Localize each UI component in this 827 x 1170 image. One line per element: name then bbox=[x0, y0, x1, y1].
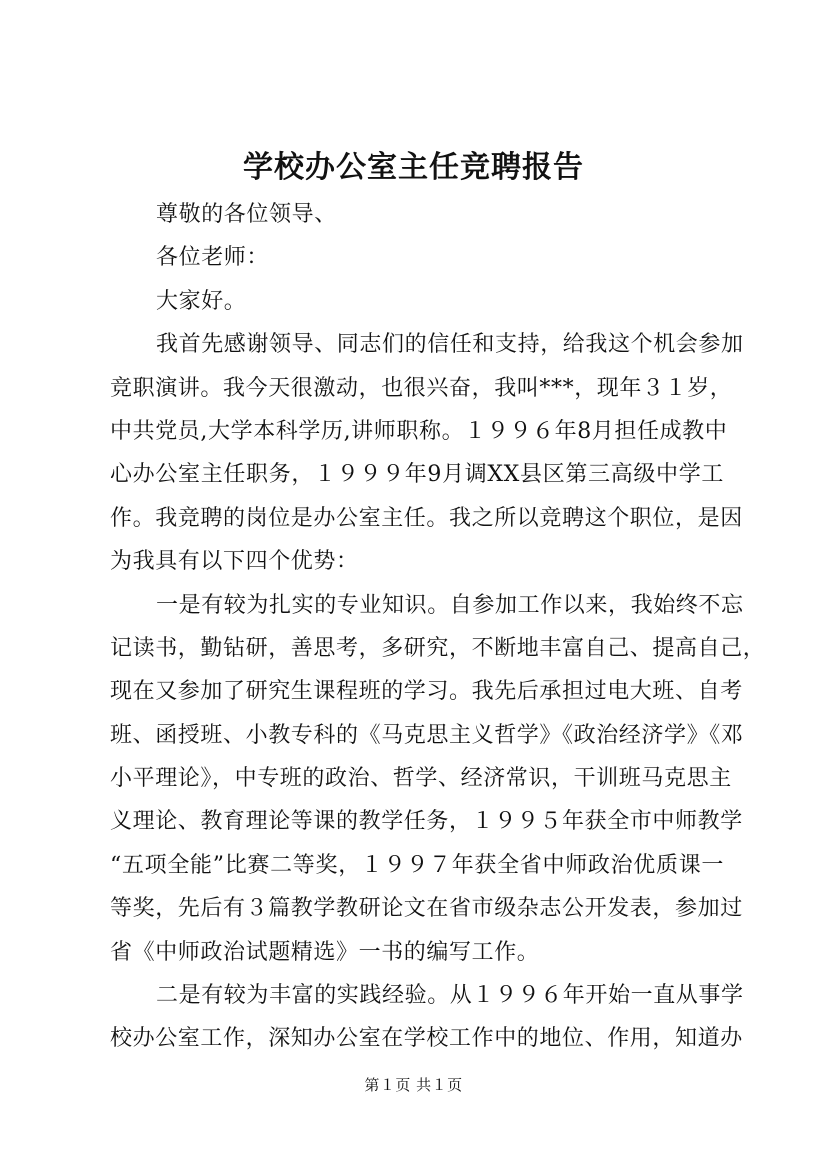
paragraph-line: 竞职演讲。我今天很激动，也很兴奋，我叫***，现年３１岁， bbox=[110, 375, 733, 401]
paragraph-line: 中共党员,大学本科学历,讲师职称。１９９６年8月担任成教中 bbox=[110, 418, 728, 444]
paragraph-line: 等奖，先后有３篇教学教研论文在省市级杂志公开发表，参加过 bbox=[110, 896, 743, 922]
paragraph-line: 心办公室主任职务，１９９９年9月调XX县区第三高级中学工 bbox=[110, 462, 724, 488]
document-body bbox=[110, 193, 766, 1061]
document-title: 学校办公室主任竞聘报告 bbox=[243, 150, 584, 185]
paragraph-line: 我首先感谢领导、同志们的信任和支持，给我这个机会参加 bbox=[156, 332, 744, 358]
paragraph-line: 作。我竞聘的岗位是办公室主任。我之所以竞聘这个职位，是因 bbox=[110, 505, 743, 531]
greeting-line: 大家好。 bbox=[156, 288, 247, 314]
paragraph-line: 省《中师政治试题精选》一书的编写工作。 bbox=[110, 939, 540, 965]
paragraph-line: 记读书，勤钻研，善思考，多研究，不断地丰富自己、提高自己， bbox=[110, 635, 766, 661]
paragraph-line: 义理论、教育理论等课的教学任务，１９９５年获全市中师教学 bbox=[110, 809, 743, 835]
paragraph-line: “五项全能”比赛二等奖，１９９７年获全省中师政治优质课一 bbox=[110, 852, 724, 878]
page-number-footer: 第１页 共１页 bbox=[364, 1076, 463, 1094]
paragraph-line: 现在又参加了研究生课程班的学习。我先后承担过电大班、自考 bbox=[110, 679, 743, 705]
paragraph-line: 二是有较为丰富的实践经验。从１９９６年开始一直从事学 bbox=[156, 983, 744, 1009]
paragraph-line: 为我具有以下四个优势： bbox=[110, 549, 359, 575]
paragraph-line: 班、函授班、小教专科的《马克思主义哲学》《政治经济学》《邓 bbox=[110, 722, 744, 748]
paragraph-line: 一是有较为扎实的专业知识。自参加工作以来，我始终不忘 bbox=[156, 592, 744, 618]
paragraph-line: 小平理论》，中专班的政治、哲学、经济常识，干训班马克思主 bbox=[110, 766, 732, 792]
salutation-line: 尊敬的各位领导、 bbox=[156, 202, 337, 227]
salutation-line: 各位老师： bbox=[156, 245, 270, 271]
paragraph-line: 校办公室工作，深知办公室在学校工作中的地位、作用，知道办 bbox=[110, 1026, 743, 1052]
